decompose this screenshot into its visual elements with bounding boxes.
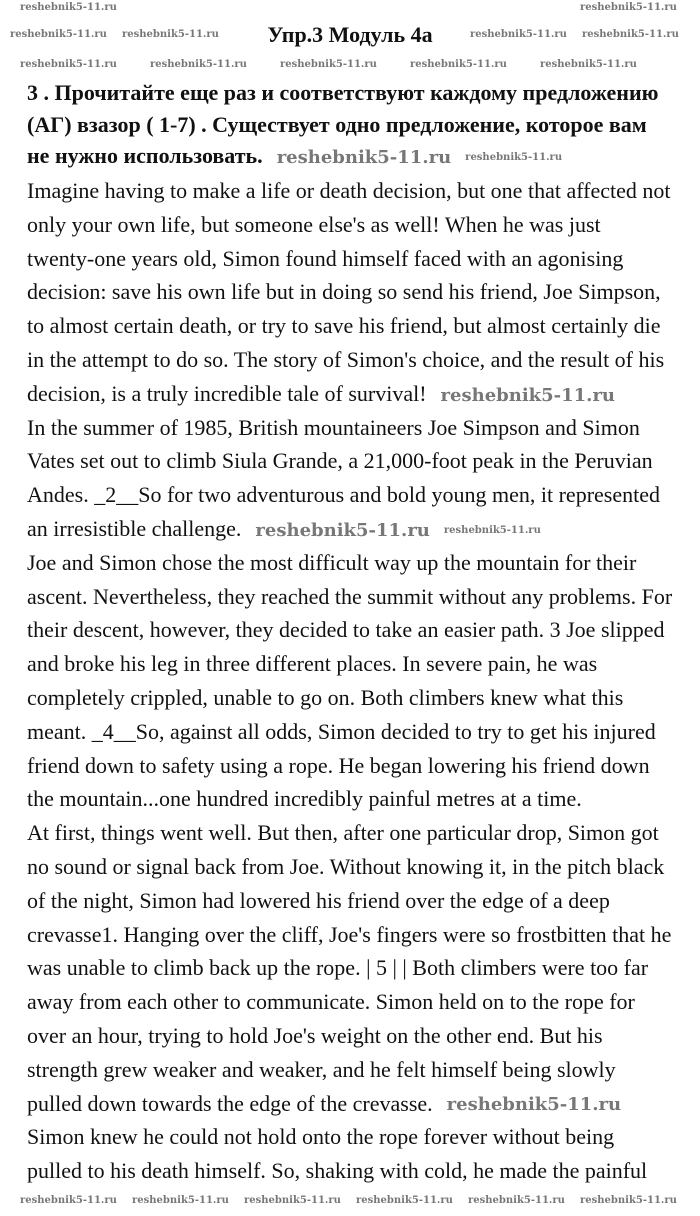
watermark: reshebnik5-11.ru <box>280 59 377 70</box>
watermark: reshebnik5-11.ru <box>10 29 107 40</box>
text-line <box>27 782 700 816</box>
text-line <box>27 681 700 715</box>
watermark: reshebnik5-11.ru <box>122 29 219 40</box>
text-line-content: decision: save his own life but in doing so send his friend, Joe Simpson, <box>27 279 661 305</box>
text-line-content: in the attempt to do so. The story of Simon's choice, and the result of his <box>27 346 665 372</box>
watermark: reshebnik5-11.ru <box>20 2 117 13</box>
text-line-content: over an hour, trying to hold Joe's weight on the other end. But his <box>27 1022 603 1048</box>
watermark: reshebnik5-11.ru <box>580 2 677 13</box>
text-line <box>27 951 700 985</box>
text-line-content: their descent, however, they decided to take an easier path. 3 Joe slipped <box>27 617 665 643</box>
text-line <box>27 647 700 681</box>
instruction-text: не нужно использовать. <box>27 143 263 168</box>
text-line <box>27 377 700 411</box>
reading-text <box>27 174 700 1188</box>
instruction-line-last <box>27 143 562 169</box>
text-line-content: of the night, Simon had lowered his friend over the edge of a deep <box>27 887 610 913</box>
text-line <box>27 749 700 783</box>
text-line <box>27 715 700 749</box>
text-line-content: only your own life, but someone else's as well! When he was just <box>27 211 601 237</box>
text-line-content: Vates set out to climb Siula Grande, a 21,000-foot peak in the Peruvian <box>27 448 653 474</box>
watermark: reshebnik5-11.ru <box>244 1195 341 1206</box>
text-line <box>27 1087 700 1121</box>
text-line-content: Andes. _2__So for two adventurous and bold young men, it represented <box>27 482 660 508</box>
text-line-content: away from each other to communicate. Simon held on to the rope for <box>27 989 635 1015</box>
text-line-content: meant. _4__So, against all odds, Simon decided to try to get his injured <box>27 718 656 744</box>
text-line-content: completely crippled, unable to go on. Both climbers knew what this <box>27 684 624 710</box>
text-line-content: In the summer of 1985, British mountaineers Joe Simpson and Simon <box>27 414 640 440</box>
text-line <box>27 343 700 377</box>
text-line <box>27 613 700 647</box>
text-line <box>27 242 700 276</box>
text-line <box>27 1120 700 1154</box>
watermark: reshebnik5-11.ru <box>446 1094 622 1116</box>
text-line-content: to almost certain death, or try to save his friend, but almost certainly die <box>27 313 661 339</box>
text-line-content: crevasse1. Hanging over the cliff, Joe's fingers were so frostbitten that he <box>27 921 672 947</box>
text-line-content: ascent. Nevertheless, they reached the summit without any problems. For <box>27 583 673 609</box>
text-line <box>27 1019 700 1053</box>
watermark: reshebnik5-11.ru <box>470 29 567 40</box>
instruction-line: 3 . Прочитайте еще раз и соответствуют каждому предложению <box>27 80 659 105</box>
watermark: reshebnik5-11.ru <box>356 1195 453 1206</box>
text-line-content: pulled down towards the edge of the crevasse. <box>27 1090 433 1116</box>
text-line <box>27 174 700 208</box>
watermark: reshebnik5-11.ru <box>468 1195 565 1206</box>
watermark: reshebnik5-11.ru <box>150 59 247 70</box>
watermark: reshebnik5-11.ru <box>465 151 563 163</box>
text-line-content: no sound or signal back from Joe. Without knowing it, in the pitch black <box>27 853 665 879</box>
instruction-line: (АГ) взазор ( 1-7) . Существует одно предложение, которое вам <box>27 112 647 137</box>
text-line <box>27 208 700 242</box>
watermark: reshebnik5-11.ru <box>255 519 430 541</box>
text-line <box>27 985 700 1019</box>
watermark: reshebnik5-11.ru <box>276 146 452 168</box>
text-line-content: was unable to climb back up the rope. | 5 | | Both climbers were too far <box>27 955 649 981</box>
text-line-content: Imagine having to make a life or death decision, but one that affected not <box>27 178 671 203</box>
text-line-content: At first, things went well. But then, after one particular drop, Simon got <box>27 820 659 846</box>
text-line <box>27 444 700 478</box>
text-line <box>27 309 700 343</box>
text-line-content: friend down to safety using a rope. He began lowering his friend down <box>27 752 650 778</box>
text-line <box>27 546 700 580</box>
text-line <box>27 411 700 445</box>
text-line <box>27 580 700 614</box>
watermark: reshebnik5-11.ru <box>132 1195 229 1206</box>
text-line <box>27 1053 700 1087</box>
text-line <box>27 850 700 884</box>
watermark: reshebnik5-11.ru <box>20 1195 117 1206</box>
text-line <box>27 918 700 952</box>
text-line <box>27 478 700 512</box>
text-line-content: pulled to his death himself. So, shaking with cold, he made the painful <box>27 1158 648 1184</box>
watermark: reshebnik5-11.ru <box>443 524 541 536</box>
text-line-content: the mountain...one hundred incredibly painful metres at a time. <box>27 786 582 812</box>
text-line <box>27 275 700 309</box>
text-line-content: decision, is a truly incredible tale of survival! <box>27 380 427 406</box>
text-line <box>27 884 700 918</box>
text-line-content: Joe and Simon chose the most difficult way up the mountain for their <box>27 549 637 575</box>
text-line-content: an irresistible challenge. <box>27 515 242 541</box>
page-title: Упр.3 Модуль 4а <box>267 22 433 47</box>
text-line <box>27 1154 700 1188</box>
text-line-content: and broke his leg in three different places. In severe pain, he was <box>27 651 598 677</box>
watermark: reshebnik5-11.ru <box>410 59 507 70</box>
watermark: reshebnik5-11.ru <box>580 1195 677 1206</box>
text-line <box>27 816 700 850</box>
watermark: reshebnik5-11.ru <box>20 59 117 70</box>
text-line-content: strength grew weaker and weaker, and he felt himself being slowly <box>27 1056 616 1082</box>
text-line-content: Simon knew he could not hold onto the rope forever without being <box>27 1124 615 1150</box>
text-line-content: twenty-one years old, Simon found himself faced with an agonising <box>27 245 624 271</box>
watermark: reshebnik5-11.ru <box>582 29 679 40</box>
watermark: reshebnik5-11.ru <box>540 59 637 70</box>
text-line <box>27 512 700 546</box>
watermark: reshebnik5-11.ru <box>440 384 616 406</box>
